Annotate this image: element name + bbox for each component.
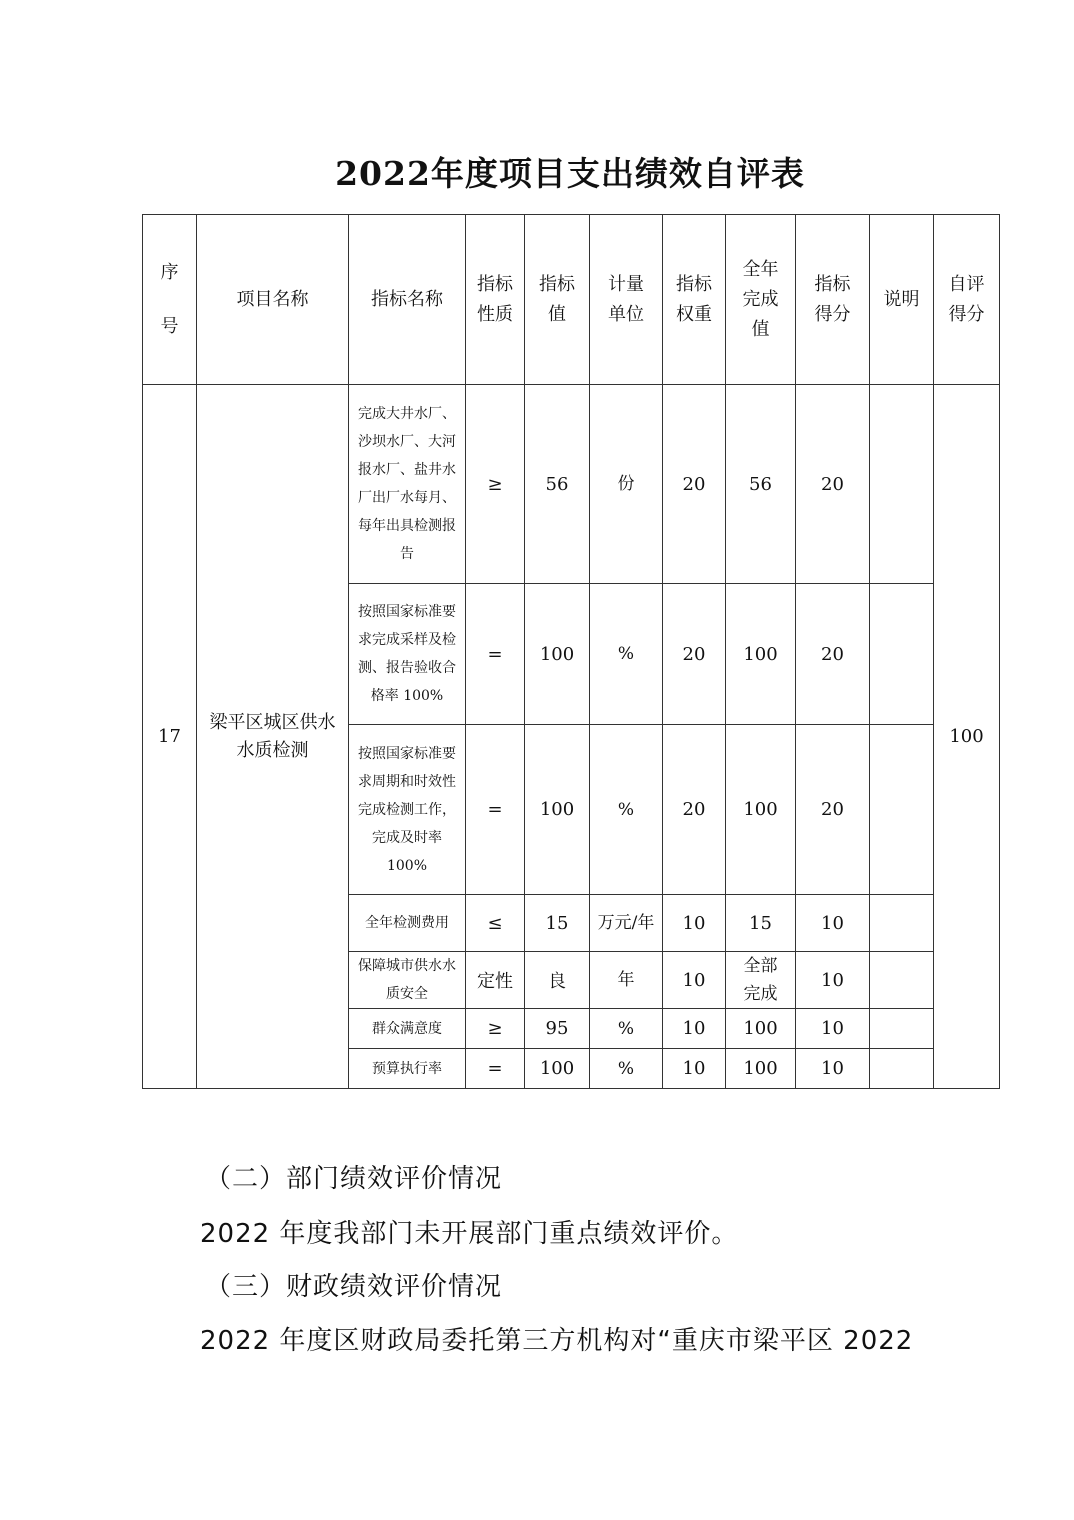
header-note: 说明 (870, 215, 934, 385)
indicator-weight: 20 (663, 584, 726, 725)
note-cell (870, 952, 934, 1009)
self-score: 100 (934, 385, 1000, 1089)
header-indicator: 指标名称 (349, 215, 466, 385)
indicator-score: 10 (796, 952, 870, 1009)
indicator-score: 10 (796, 1009, 870, 1049)
indicator-weight: 10 (663, 952, 726, 1009)
indicator-weight: 20 (663, 725, 726, 895)
header-row (143, 215, 1000, 385)
section-heading-finance: （三）财政绩效评价情况 (205, 1272, 503, 1302)
indicator-weight: 10 (663, 895, 726, 952)
header-self-score: 自评 得分 (934, 215, 1000, 385)
header-seq: 序 号 (143, 215, 197, 385)
indicator-value: 15 (525, 895, 590, 952)
indicator-nature: = (466, 725, 525, 895)
indicator-name: 群众满意度 (349, 1009, 466, 1049)
indicator-nature: = (466, 584, 525, 725)
indicator-value: 良 (525, 952, 590, 1009)
note-cell (870, 725, 934, 895)
section-heading-department: （二）部门绩效评价情况 (205, 1164, 503, 1194)
indicator-value: 100 (525, 584, 590, 725)
header-score: 指标 得分 (796, 215, 870, 385)
annual-completion: 全部完成 (726, 952, 796, 1009)
indicator-name: 全年检测费用 (349, 895, 466, 952)
header-annual: 全年 完成 值 (726, 215, 796, 385)
indicator-score: 20 (796, 385, 870, 584)
annual-completion: 100 (726, 584, 796, 725)
indicator-value: 56 (525, 385, 590, 584)
indicator-unit: 年 (590, 952, 663, 1009)
header-project: 项目名称 (197, 215, 349, 385)
note-cell (870, 1009, 934, 1049)
annual-completion: 15 (726, 895, 796, 952)
header-weight: 指标 权重 (663, 215, 726, 385)
page-title: 2022年度项目支出绩效自评表 (335, 154, 805, 193)
indicator-name: 保障城市供水水质安全 (349, 952, 466, 1009)
indicator-name: 按照国家标准要求完成采样及检测、报告验收合格率 100% (349, 584, 466, 725)
performance-table (142, 214, 1000, 1089)
indicator-value: 100 (525, 1049, 590, 1089)
note-cell (870, 385, 934, 584)
indicator-unit: % (590, 584, 663, 725)
indicator-nature: ≤ (466, 895, 525, 952)
indicator-name: 完成大井水厂、沙坝水厂、大河报水厂、盐井水厂出厂水每月、每年出具检测报告 (349, 385, 466, 584)
annual-completion: 100 (726, 1009, 796, 1049)
header-nature: 指标 性质 (466, 215, 525, 385)
indicator-name: 按照国家标准要求周期和时效性完成检测工作，完成及时率100% (349, 725, 466, 895)
indicator-value: 100 (525, 725, 590, 895)
note-cell (870, 1049, 934, 1089)
indicator-unit: 份 (590, 385, 663, 584)
indicator-weight: 10 (663, 1049, 726, 1089)
indicator-nature: ≥ (466, 385, 525, 584)
note-cell (870, 895, 934, 952)
project-name: 梁平区城区供水水质检测 (197, 385, 349, 1089)
indicator-unit: % (590, 725, 663, 895)
indicator-unit: % (590, 1049, 663, 1089)
header-value: 指标 值 (525, 215, 590, 385)
annual-completion: 100 (726, 725, 796, 895)
indicator-weight: 10 (663, 1009, 726, 1049)
indicator-score: 20 (796, 725, 870, 895)
project-seq: 17 (143, 385, 197, 1089)
indicator-unit: % (590, 1009, 663, 1049)
section-text-finance: 2022 年度区财政局委托第三方机构对“重庆市梁平区 2022 (200, 1326, 914, 1356)
indicator-name: 预算执行率 (349, 1049, 466, 1089)
indicator-nature: ≥ (466, 1009, 525, 1049)
indicator-unit: 万元/年 (590, 895, 663, 952)
indicator-score: 10 (796, 1049, 870, 1089)
table-row (143, 385, 1000, 584)
indicator-weight: 20 (663, 385, 726, 584)
annual-completion: 56 (726, 385, 796, 584)
section-text-department: 2022 年度我部门未开展部门重点绩效评价。 (200, 1219, 739, 1249)
indicator-score: 20 (796, 584, 870, 725)
indicator-score: 10 (796, 895, 870, 952)
indicator-nature: 定性 (466, 952, 525, 1009)
indicator-value: 95 (525, 1009, 590, 1049)
indicator-nature: = (466, 1049, 525, 1089)
header-unit: 计量 单位 (590, 215, 663, 385)
note-cell (870, 584, 934, 725)
annual-completion: 100 (726, 1049, 796, 1089)
